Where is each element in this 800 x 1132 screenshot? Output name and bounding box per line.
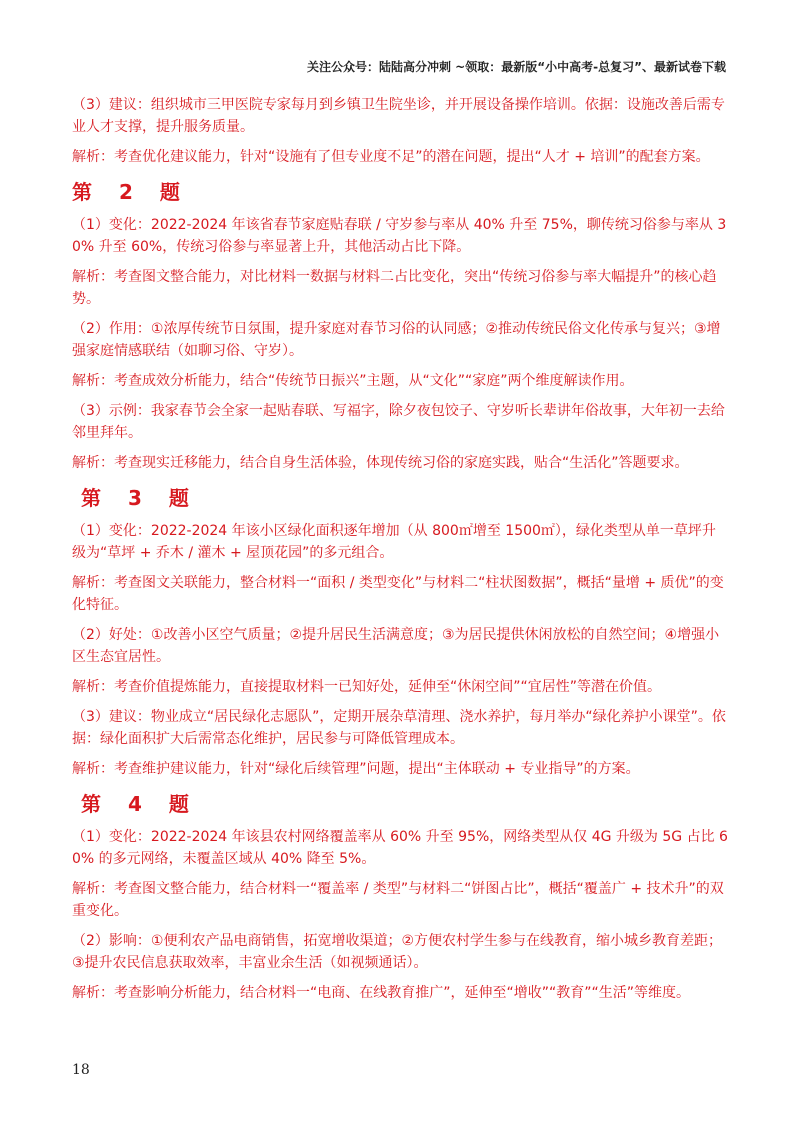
answer-paragraph: （2）影响：①便利农产品电商销售，拓宽增收渠道；②方便农村学生参与在线教育，缩小城乡教育差距；③提升农民信息获取效率，丰富业余生活（如视频通话）。 bbox=[72, 933, 723, 971]
analysis-paragraph: 解析：考查现实迁移能力，结合自身生活体验，体现传统习俗的家庭实践，贴合“生活化”答题要求。 bbox=[72, 455, 689, 471]
answer-paragraph: （3）建议：组织城市三甲医院专家每月到乡镇卫生院坐诊，并开展设备操作培训。依据：设施改善后需专业人才支撑，提升服务质量。 bbox=[72, 97, 725, 135]
answer-paragraph: （1）变化：2022-2024 年该省春节家庭贴春联 / 守岁参与率从 40% 升至 75%，聊传统习俗参与率从 30% 升至 60%，传统习俗参与率显著上升，其他活动占比下降。 bbox=[72, 217, 727, 255]
page-number: 18 bbox=[72, 1062, 90, 1078]
question-heading: 第 3 题 bbox=[81, 486, 199, 510]
analysis-paragraph: 解析：考查维护建议能力，针对“绿化后续管理”问题，提出“主体联动 + 专业指导”的方案。 bbox=[72, 761, 640, 777]
analysis-paragraph: 解析：考查图文整合能力，对比材料一数据与材料二占比变化，突出“传统习俗参与率大幅提升”的核心趋势。 bbox=[72, 269, 717, 307]
analysis-paragraph: 解析：考查价值提炼能力，直接提取材料一已知好处，延伸至“休闲空间”“宜居性”等潜在价值。 bbox=[72, 679, 662, 695]
document-body bbox=[72, 94, 728, 1012]
page-header: 关注公众号：陆陆高分冲刺 ~领取：最新版“小中高考-总复习”、最新试卷下载 bbox=[307, 60, 726, 74]
analysis-paragraph: 解析：考查影响分析能力，结合材料一“电商、在线教育推广”，延伸至“增收”“教育”“生活”等维度。 bbox=[72, 985, 691, 1001]
answer-paragraph: （2）好处：①改善小区空气质量；②提升居民生活满意度；③为居民提供休闲放松的自然空间；④增强小区生态宜居性。 bbox=[72, 627, 720, 665]
answer-paragraph: （3）建议：物业成立“居民绿化志愿队”，定期开展杂草清理、浇水养护，每月举办“绿化养护小课堂”。依据：绿化面积扩大后需常态化维护，居民参与可降低管理成本。 bbox=[72, 709, 726, 747]
answer-paragraph: （3）示例：我家春节会全家一起贴春联、写福字，除夕夜包饺子、守岁听长辈讲年俗故事，大年初一去给邻里拜年。 bbox=[72, 403, 725, 441]
question-heading: 第 2 题 bbox=[72, 180, 190, 204]
answer-paragraph: （1）变化：2022-2024 年该县农村网络覆盖率从 60% 升至 95%，网络类型从仅 4G 升级为 5G 占比 60% 的多元网络，未覆盖区域从 40% 降至 5%。 bbox=[72, 829, 728, 867]
analysis-paragraph: 解析：考查图文关联能力，整合材料一“面积 / 类型变化”与材料二“柱状图数据”，概括“量增 + 质优”的变化特征。 bbox=[72, 575, 724, 613]
answer-paragraph: （2）作用：①浓厚传统节日氛围，提升家庭对春节习俗的认同感；②推动传统民俗文化传承与复兴；③增强家庭情感联结（如聊习俗、守岁）。 bbox=[72, 321, 721, 359]
analysis-paragraph: 解析：考查图文整合能力，结合材料一“覆盖率 / 类型”与材料二“饼图占比”，概括“覆盖广 + 技术升”的双重变化。 bbox=[72, 881, 724, 919]
analysis-paragraph: 解析：考查优化建议能力，针对“设施有了但专业度不足”的潜在问题，提出“人才 + 培训”的配套方案。 bbox=[72, 149, 710, 165]
analysis-paragraph: 解析：考查成效分析能力，结合“传统节日振兴”主题，从“文化”“家庭”两个维度解读作用。 bbox=[72, 373, 634, 389]
question-heading: 第 4 题 bbox=[81, 792, 199, 816]
answer-paragraph: （1）变化：2022-2024 年该小区绿化面积逐年增加（从 800㎡增至 1500㎡），绿化类型从单一草坪升级为“草坪 + 乔木 / 灌木 + 屋顶花园”的多元组合。 bbox=[72, 523, 716, 561]
